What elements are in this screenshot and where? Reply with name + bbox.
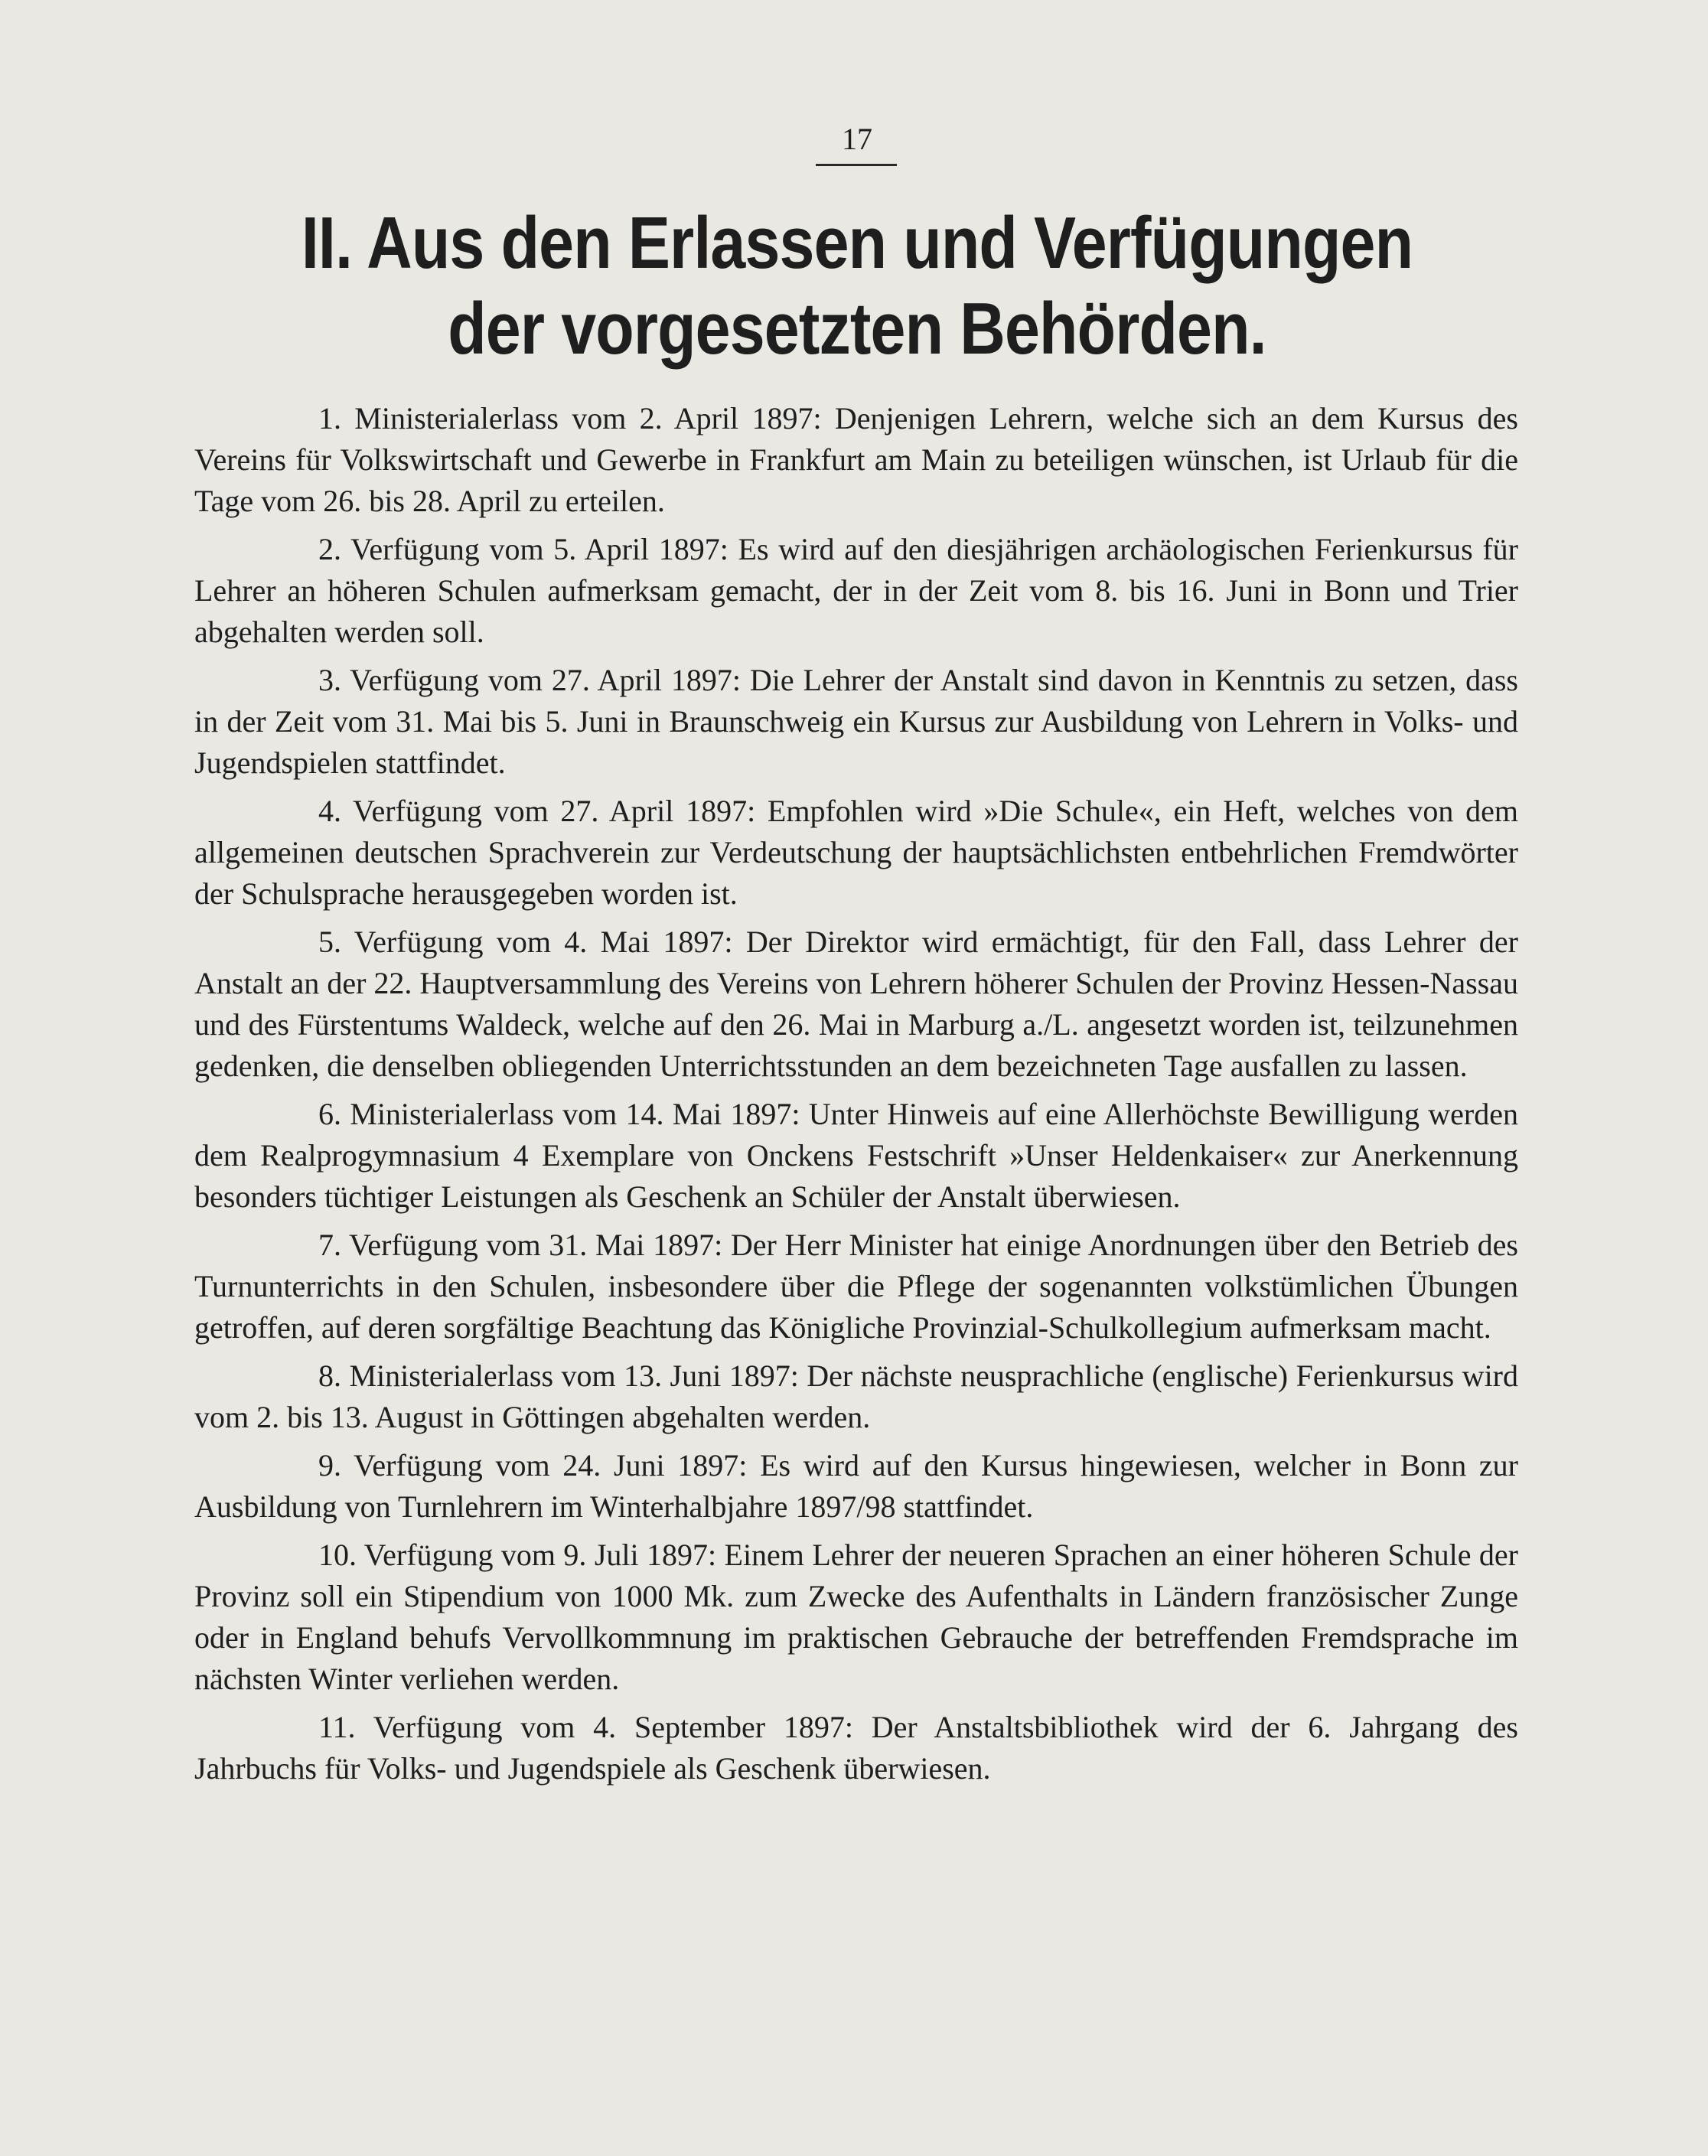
section-heading-line-2: der vorgesetzten Behörden.: [448, 288, 1266, 370]
decree-entry-3: 3. Verfügung vom 27. April 1897: Die Lehrer der Anstalt sind davon in Kenntnis zu setzen, dass in der Zeit vom 31. Mai bis 5. Juni in Braunschweig ein Kursus zur Ausbildung von Lehrern in Volks- und Jugendspielen stattfindet.: [194, 663, 1518, 780]
decree-entry-10: 10. Verfügung vom 9. Juli 1897: Einem Lehrer der neueren Sprachen an einer höheren Schule der Provinz soll ein Stipendium von 1000 Mk. zum Zwecke des Aufenthalts in Ländern französischer Zunge oder in England behufs Vervollkommnung im praktischen Gebrauche der betreffenden Fremdsprache im nächsten Winter verliehen werden.: [194, 1538, 1518, 1696]
decree-entry-8: 8. Ministerialerlass vom 13. Juni 1897: Der nächste neusprachliche (englische) Ferienkursus wird vom 2. bis 13. August in Göttingen abgehalten werden.: [194, 1359, 1518, 1434]
decree-entry-4: 4. Verfügung vom 27. April 1897: Empfohlen wird »Die Schule«, ein Heft, welches von dem allgemeinen deutschen Sprachverein zur Verdeutschung der hauptsächlichsten entbehrlichen Fremdwörter der Schulsprache herausgegeben worden ist.: [194, 794, 1518, 911]
decree-entry-1: 1. Ministerialerlass vom 2. April 1897: Denjenigen Lehrern, welche sich an dem Kursus des Vereins für Volkswirtschaft und Gewerbe in Frankfurt am Main zu beteiligen wünschen, ist Urlaub für die Tage vom 26. bis 28. April zu erteilen.: [194, 401, 1518, 518]
decree-entry-11: 11. Verfügung vom 4. September 1897: Der Anstaltsbibliothek wird der 6. Jahrgang des Jahrbuchs für Volks- und Jugendspiele als Geschenk überwiesen.: [194, 1710, 1518, 1786]
page-number: 17: [842, 122, 872, 156]
section-heading-line-1: II. Aus den Erlassen und Verfügungen: [301, 202, 1413, 284]
decree-entry-5: 5. Verfügung vom 4. Mai 1897: Der Direktor wird ermächtigt, für den Fall, dass Lehrer der Anstalt an der 22. Hauptversammlung des Vereins von Lehrern höherer Schulen der Provinz Hessen-Nassau und des Fürstentums Waldeck, welche auf den 26. Mai in Marburg a./L. angesetzt worden ist, teilzunehmen gedenken, die denselben obliegenden Unterrichtsstunden an dem bezeichneten Tage ausfallen zu lassen.: [194, 925, 1518, 1083]
page-number-underline: [816, 164, 897, 166]
decree-list: [194, 398, 1518, 1796]
section-heading: [285, 201, 1429, 372]
decree-entry-9: 9. Verfügung vom 24. Juni 1897: Es wird auf den Kursus hingewiesen, welcher in Bonn zur Ausbildung von Turnlehrern im Winterhalbjahre 1897/98 stattfindet.: [194, 1448, 1518, 1524]
decree-entry-7: 7. Verfügung vom 31. Mai 1897: Der Herr Minister hat einige Anordnungen über den Betrieb des Turnunterrichts in den Schulen, insbesondere über die Pflege der sogenannten volkstümlichen Übungen getroffen, auf deren sorgfältige Beachtung das Königliche Provinzial-Schulkollegium aufmerksam macht.: [194, 1228, 1518, 1345]
decree-entry-2: 2. Verfügung vom 5. April 1897: Es wird auf den diesjährigen archäologischen Ferienkursus für Lehrer an höheren Schulen aufmerksam gemacht, der in der Zeit vom 8. bis 16. Juni in Bonn und Trier abgehalten werden soll.: [194, 532, 1518, 649]
decree-entry-6: 6. Ministerialerlass vom 14. Mai 1897: Unter Hinweis auf eine Allerhöchste Bewilligung werden dem Realprogymnasium 4 Exemplare von Onckens Festschrift »Unser Heldenkaiser« zur Anerkennung besonders tüchtiger Leistungen als Geschenk an Schüler der Anstalt überwiesen.: [194, 1097, 1518, 1214]
